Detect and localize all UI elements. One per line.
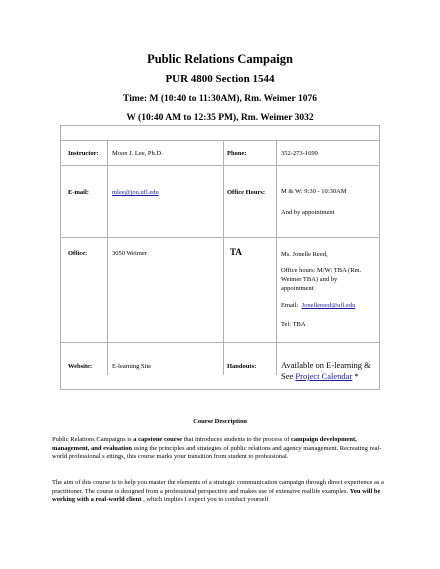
- ta-email-link[interactable]: Jonellereed@ufl.edu: [301, 302, 356, 309]
- row-divider-1: [60, 140, 380, 141]
- ta-hours-line-1: Office hours: M/W: TBA (Rm.: [281, 267, 362, 274]
- instructor-email-link[interactable]: mlee@jou.ufl.edu: [112, 189, 159, 196]
- ta-hours-line-3: appointment: [281, 285, 314, 292]
- website-value[interactable]: E-learning Site: [112, 363, 152, 370]
- table-divider-3: [276, 140, 277, 375]
- description-paragraph-1: [52, 436, 392, 462]
- course-description-heading: Course Description: [193, 418, 247, 425]
- ta-email: [281, 301, 355, 310]
- phone-label: Phone:: [227, 150, 247, 157]
- handouts-see: See: [281, 371, 294, 381]
- handouts-line-1: Available on E-learning &: [281, 360, 371, 370]
- table-border-top: [60, 125, 380, 126]
- office-value: 3050 Weimer: [112, 250, 147, 257]
- office-hours-label: Office Hours:: [227, 189, 266, 196]
- p2-part-c: , which implies I expect you to conduct yourself: [143, 496, 269, 503]
- ta-name: Ms. Jonelle Reed,: [281, 251, 328, 258]
- p1-part-e: using the principles and strategies of public relations and agency management. Recreating real-world professional s ettings, this course marks your transition from student to professional.: [52, 444, 382, 460]
- p2-part-a: The aim of this course is to help you master the elements of a strategic communication campaign through direct experience as a practitioner. The course is designed from a professional perspective and makes use of extensive reallife examples.: [52, 479, 384, 495]
- meeting-time-wednesday: W (10:40 AM to 12:35 PM), Rm. Weimer 3032: [126, 113, 314, 123]
- description-paragraph-2: [52, 479, 392, 505]
- row-divider-4: [60, 342, 380, 343]
- course-info-table: [60, 125, 380, 390]
- p1-capstone: a capstone course: [133, 436, 182, 443]
- ta-label: TA: [230, 247, 242, 257]
- instructor-value: Moon J. Lee, Ph.D.: [112, 150, 163, 157]
- phone-value: 352-273-1699: [281, 150, 318, 157]
- p1-part-a: Public Relations Campaigns is: [52, 436, 132, 443]
- handouts-line-2: [281, 371, 359, 382]
- office-label: Office:: [68, 250, 88, 257]
- office-hours-extra: And by appointment: [281, 209, 335, 216]
- row-divider-3: [60, 237, 380, 238]
- handouts-label: Handouts:: [227, 363, 257, 370]
- p1-campaign-development: campaign development, management, and evaluation: [52, 436, 357, 452]
- page-title: Public Relations Campaign: [147, 52, 293, 66]
- table-border-bottom: [60, 389, 380, 390]
- p2-real-world-client: You will be working with a real-world client: [52, 487, 381, 503]
- meeting-time-monday: Time: M (10:40 to 11:30AM), Rm. Weimer 1076: [123, 94, 317, 104]
- handouts-star: *: [354, 371, 359, 381]
- project-calendar-link[interactable]: Project Calendar: [295, 371, 353, 381]
- ta-tel: Tel: TBA: [281, 321, 306, 328]
- p1-part-c: that introduces students to the process of: [183, 436, 290, 443]
- row-divider-2: [60, 165, 380, 166]
- table-divider-2: [223, 140, 224, 375]
- email-label: E-mail:: [68, 189, 89, 196]
- table-divider-1: [107, 140, 108, 375]
- office-hours-value: M & W: 9:30 - 10:30AM: [281, 188, 347, 195]
- course-number: PUR 4800 Section 1544: [165, 73, 275, 85]
- ta-email-label: Email:: [281, 302, 299, 309]
- ta-hours-line-2: Weimer TBA) and by: [281, 276, 338, 283]
- website-label: Website:: [68, 363, 93, 370]
- instructor-label: Instructor:: [68, 150, 99, 157]
